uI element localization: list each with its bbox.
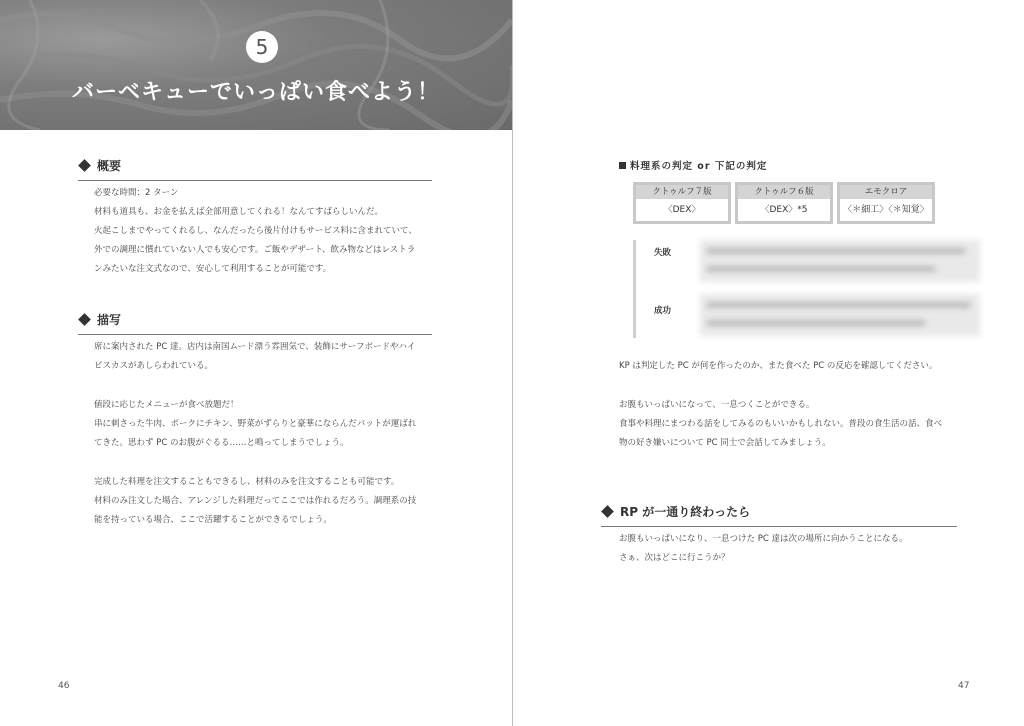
success-blurred-text xyxy=(700,294,980,336)
success-label: 成功 xyxy=(654,306,672,316)
table-header: クトゥルフ７版 xyxy=(636,185,728,199)
chapter-banner xyxy=(0,0,512,130)
table-cell: 〈DEX〉*5 xyxy=(738,199,830,221)
closing-line: お腹もいっぱいになって、一息つくことができる。 xyxy=(619,400,815,410)
description-line: 材料のみ注文した場合、アレンジした料理だってここでは作れるだろう。調理系の技 xyxy=(94,496,417,506)
description-block-1 xyxy=(94,338,415,376)
table-cell: 〈DEX〉 xyxy=(636,199,728,221)
result-box xyxy=(633,240,959,338)
square-bullet-icon xyxy=(619,162,626,169)
table-column xyxy=(735,182,833,224)
description-heading-text: 描写 xyxy=(97,313,122,327)
diamond-icon xyxy=(601,505,614,518)
kp-note xyxy=(619,357,937,376)
description-heading xyxy=(78,311,432,335)
diamond-icon xyxy=(78,159,91,172)
table-header: エモクロア xyxy=(840,185,932,199)
failure-label: 失敗 xyxy=(654,248,672,258)
rp-heading-text: RP が一通り終わったら xyxy=(620,505,751,519)
check-heading-text: 料理系の判定 or 下記の判定 xyxy=(630,161,768,172)
overview-heading-text: 概要 xyxy=(97,159,122,173)
description-line: 席に案内された PC 達。店内は南国ムード漂う雰囲気で、装飾にサーフボードやハイ xyxy=(94,342,416,352)
overview-line: 材料も道具も、お金を払えば全部用意してくれる！なんてすばらしいんだ。 xyxy=(94,207,384,217)
right-page xyxy=(513,0,1024,726)
water-texture xyxy=(0,0,512,130)
table-column xyxy=(837,182,935,224)
rp-text xyxy=(619,530,907,568)
overview-heading xyxy=(78,157,432,181)
description-line: 完成した料理を注文することもできるし、材料のみを注文することも可能です。 xyxy=(94,477,400,487)
closing-line: 食事や料理にまつわる話をしてみるのもいいかもしれない。普段の食生活の話、食べ xyxy=(619,419,943,429)
diamond-icon xyxy=(78,313,91,326)
overview-line: 必要な時間：2 ターン xyxy=(94,188,179,198)
description-line: ビスカスがあしらわれている。 xyxy=(94,361,214,371)
table-column xyxy=(633,182,731,224)
kp-note-line: KP は判定した PC が何を作ったのか、また食べた PC の反応を確認してください。 xyxy=(619,361,938,371)
closing-paragraph xyxy=(619,396,942,453)
table-header: クトゥルフ６版 xyxy=(738,185,830,199)
overview-line: 火起こしまでやってくれるし、なんだったら後片付けもサービス料に含まれていて、 xyxy=(94,226,417,236)
overview-line: 外での調理に慣れていない人でも安心です。ご飯やデザート、飲み物などはレストラ xyxy=(94,245,416,255)
failure-blurred-text xyxy=(700,240,980,282)
description-line: 能を持っている場合、ここで活躍することができるでしょう。 xyxy=(94,515,332,525)
check-table xyxy=(633,182,935,224)
table-cell: 〈＊細工〉〈＊知覚〉 xyxy=(840,199,932,221)
closing-line: 物の好き嫌いについて PC 同士で会話してみましょう。 xyxy=(619,438,831,448)
description-block-3 xyxy=(94,473,416,530)
chapter-title: バーベキューでいっぱい食べよう！ xyxy=(71,80,440,105)
rp-line: お腹もいっぱいになり、一息つけた PC 達は次の場所に向かうことになる。 xyxy=(619,534,908,544)
description-line: 串に刺さった牛肉、ポークにチキン、野菜がずらりと豪華にならんだバットが運ばれ xyxy=(94,419,417,429)
overview-line: ンみたいな注文式なので、安心して利用することが可能です。 xyxy=(94,264,332,274)
description-line: 値段に応じたメニューが食べ放題だ！ xyxy=(94,400,239,410)
rp-line: さぁ、次はどこに行こうか？ xyxy=(619,553,730,563)
page-number-left: 46 xyxy=(58,681,70,691)
rp-heading xyxy=(601,503,957,527)
check-heading xyxy=(619,158,767,172)
description-block-2 xyxy=(94,396,416,453)
page-number-right: 47 xyxy=(958,681,970,691)
overview-text xyxy=(94,184,417,279)
chapter-number: 5 xyxy=(246,31,278,63)
description-line: てきた。思わず PC のお腹がぐるる……と鳴ってしまうでしょう。 xyxy=(94,438,349,448)
